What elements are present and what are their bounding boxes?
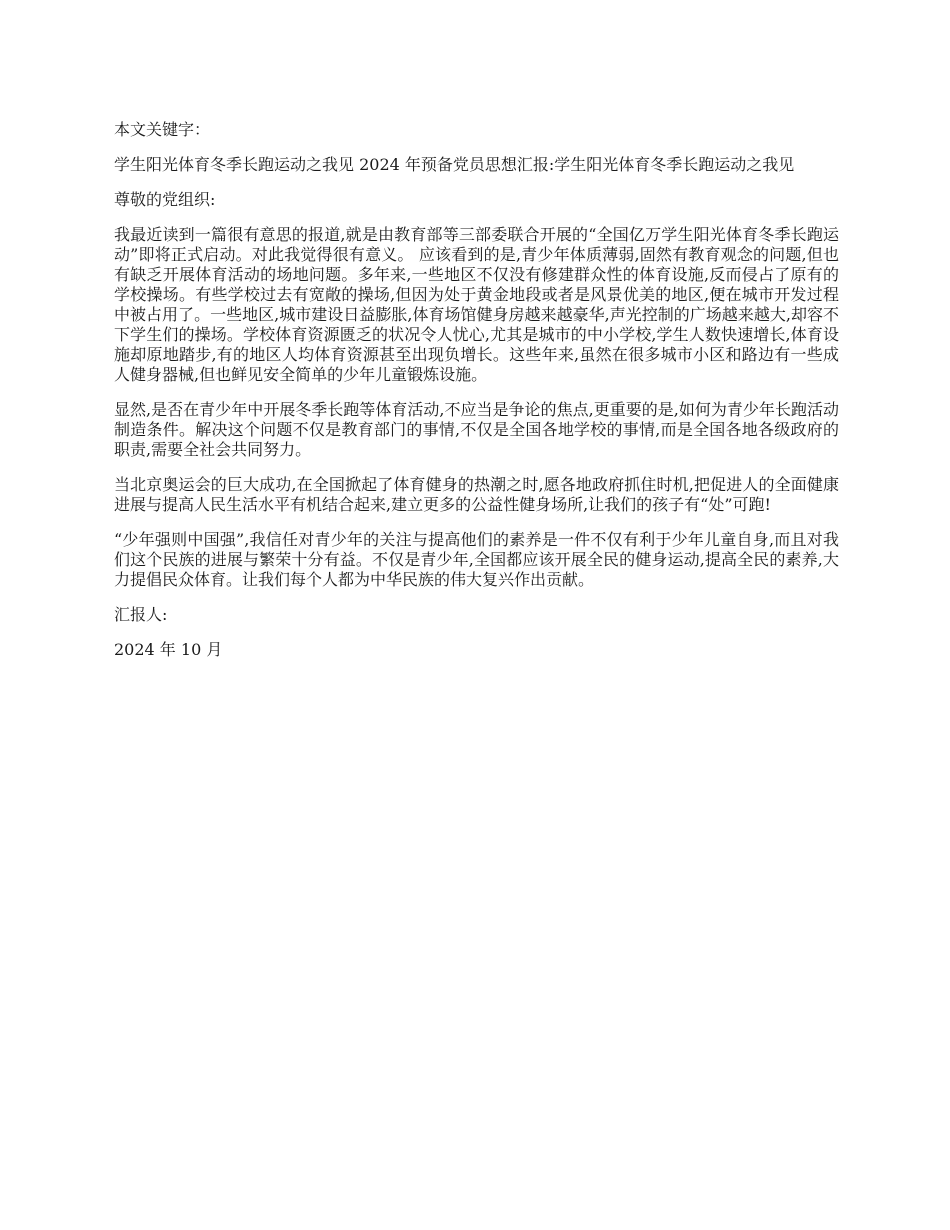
- body-paragraph-3: 当北京奥运会的巨大成功,在全国掀起了体育健身的热潮之时,愿各地政府抓住时机,把促进人的全面健康进展与提高人民生活水平有机结合起来,建立更多的公益性健身场所,让我们的孩子有“处”可跑!: [114, 475, 839, 514]
- salutation: 尊敬的党组织:: [114, 190, 216, 209]
- keywords-label: 本文关键字：: [114, 120, 211, 139]
- body-paragraph-1: 我最近读到一篇很有意思的报道,就是由教育部等三部委联合开展的“全国亿万学生阳光体育冬季长跑运动”即将正式启动。对此我觉得很有意义。 应该看到的是,青少年体质薄弱,固然有教育观念的问题,但也有缺乏开展体育活动的场地问题。多年来,一些地区不仅没有修建群众性的体育设施,反而侵占了原有的学校操场。有些学校过去有宽敞的操场,但因为处于黄金地段或者是风景优美的地区,便在城市开发过程中被占用了。一些地区,城市建设日益膨胀,体育场馆健身房越来越豪华,声光控制的广场越来越大,却容不下学生们的操场。学校体育资源匮乏的状况令人忧心,尤其是城市的中小学校,学生人数快速增长,体育设施却原地踏步,有的地区人均体育资源甚至出现负增长。这些年来,虽然在很多城市小区和路边有一些成人健身器械,但也鲜见安全简单的少年儿童锻炼设施。: [114, 225, 839, 384]
- signature-label: 汇报人:: [114, 605, 168, 624]
- keywords-text: 学生阳光体育冬季长跑运动之我见 2024 年预备党员思想汇报:学生阳光体育冬季长跑运动之我见: [114, 155, 795, 174]
- body-paragraph-2: 显然,是否在青少年中开展冬季长跑等体育活动,不应当是争论的焦点,更重要的是,如何为青少年长跑活动制造条件。解决这个问题不仅是教育部门的事情,不仅是全国各地学校的事情,而是全国各地各级政府的职责,需要全社会共同努力。: [114, 400, 839, 459]
- report-date: 2024 年 10 月: [114, 640, 223, 659]
- body-paragraph-4: “少年强则中国强”,我信任对青少年的关注与提高他们的素养是一件不仅有利于少年儿童自身,而且对我们这个民族的进展与繁荣十分有益。不仅是青少年,全国都应该开展全民的健身运动,提高全民的素养,大力提倡民众体育。让我们每个人都为中华民族的伟大复兴作出贡献。: [114, 530, 839, 589]
- document-page: [114, 120, 839, 675]
